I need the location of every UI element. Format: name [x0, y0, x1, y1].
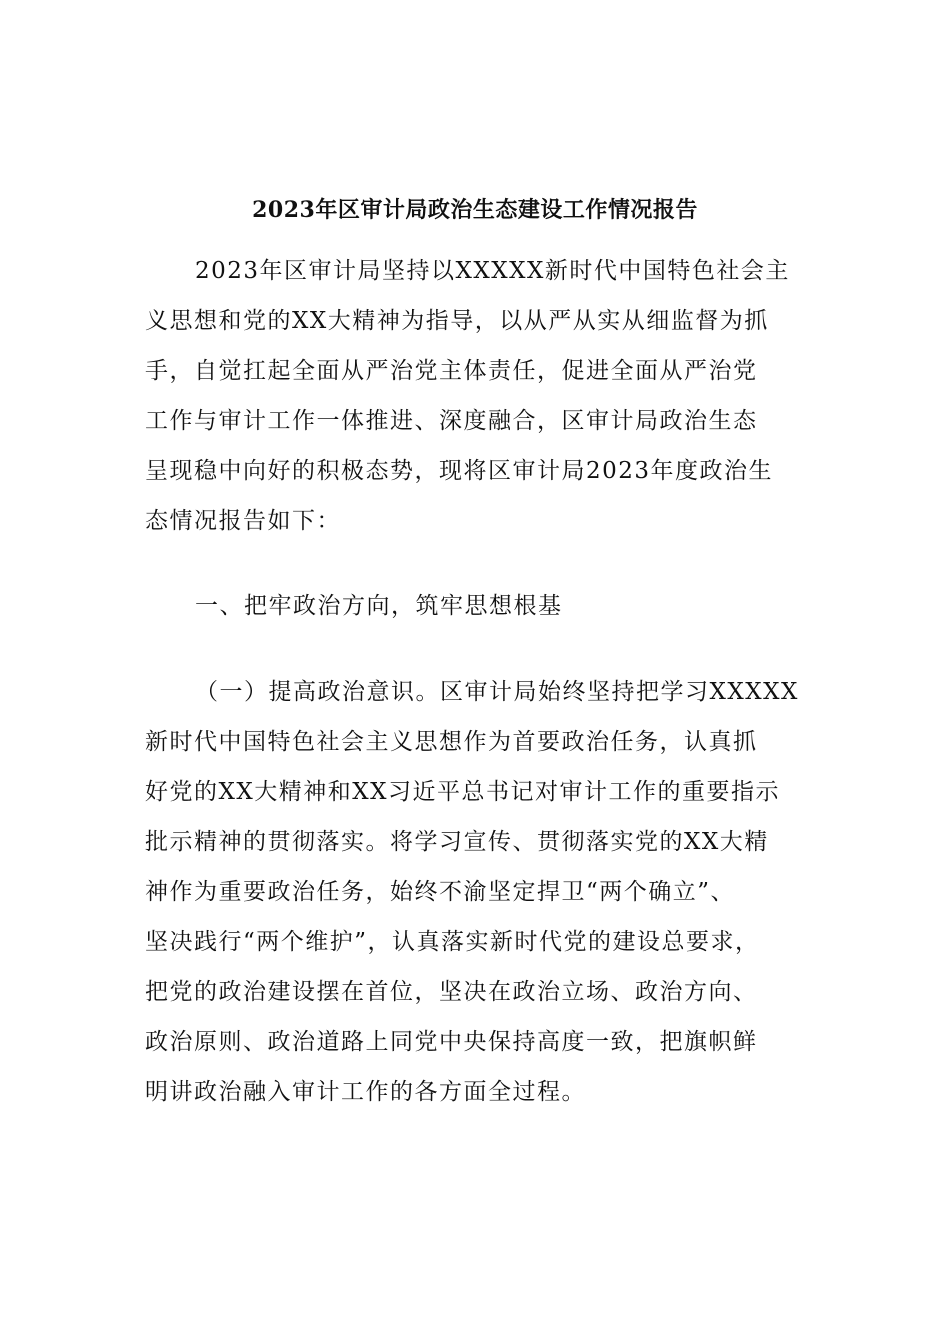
paragraph-line: 把党的政治建设摆在首位，坚决在政治立场、政治方向、 — [145, 979, 758, 1005]
paragraph-line: 手，自觉扛起全面从严治党主体责任，促进全面从严治党 — [145, 358, 758, 384]
paragraph-line: 神作为重要政治任务，始终不渝坚定捍卫“两个确立”、 — [145, 879, 736, 905]
paragraph-line: 新时代中国特色社会主义思想作为首要政治任务，认真抓 — [145, 729, 758, 755]
paragraph-line: 呈现稳中向好的积极态势，现将区审计局2023年度政治生 — [145, 458, 774, 484]
paragraph-line: 2023年区审计局坚持以XXXXX新时代中国特色社会主 — [195, 258, 790, 284]
paragraph-line: 坚决践行“两个维护”，认真落实新时代党的建设总要求， — [145, 929, 760, 955]
paragraph-line: 政治原则、政治道路上同党中央保持高度一致，把旗帜鲜 — [145, 1029, 758, 1055]
paragraph-line: 明讲政治融入审计工作的各方面全过程。 — [145, 1079, 586, 1105]
paragraph-line: 工作与审计工作一体推进、深度融合，区审计局政治生态 — [145, 408, 758, 434]
paragraph-line: 好党的XX大精神和XX习近平总书记对审计工作的重要指示 — [145, 779, 780, 805]
paragraph-line: 态情况报告如下： — [145, 508, 341, 534]
paragraph-line: （一）提高政治意识。区审计局始终坚持把学习XXXXX — [195, 679, 799, 705]
document-title: 2023年区审计局政治生态建设工作情况报告 — [252, 197, 698, 223]
paragraph-line: 义思想和党的XX大精神为指导，以从严从实从细监督为抓 — [145, 308, 769, 334]
paragraph-line: 批示精神的贯彻落实。将学习宣传、贯彻落实党的XX大精 — [145, 829, 769, 855]
section-heading: 一、把牢政治方向，筑牢思想根基 — [195, 593, 563, 619]
